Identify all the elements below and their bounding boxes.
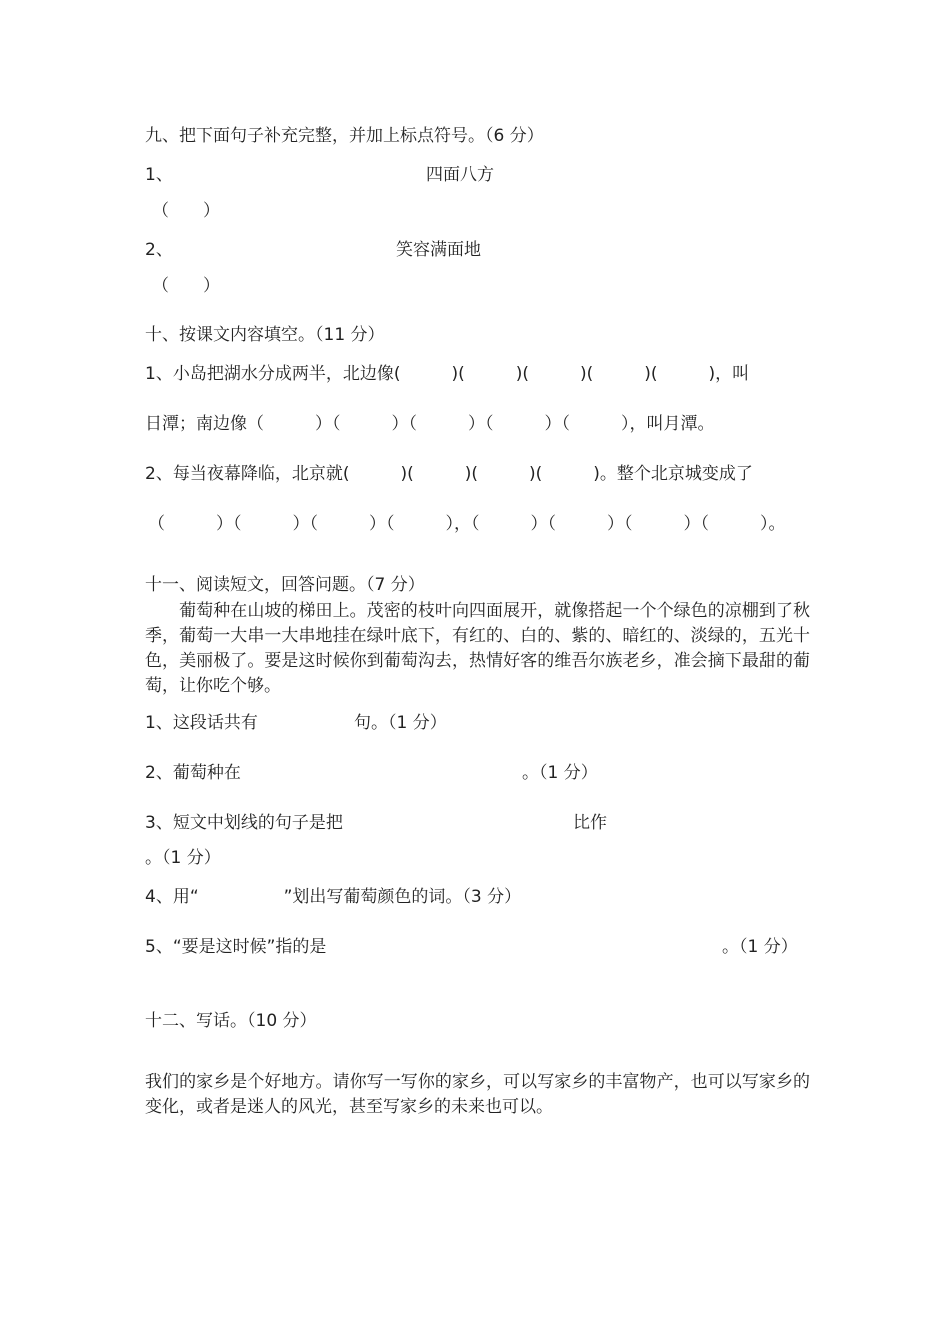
section-12-heading: 十二、写话。（10 分） bbox=[145, 1011, 317, 1031]
s11-passage: 葡萄种在山坡的梯田上。茂密的枝叶向四面展开，就像搭起一个个绿色的凉棚到了秋季，葡萄一大串一大串地挂在绿叶底下，有红的、白的、紫的、暗红的、淡绿的，五光十色，美丽极了。要是这时候你到葡萄沟去，热情好客的维吾尔族老乡，准会摘下最甜的葡萄，让你吃个够。 bbox=[145, 601, 810, 696]
section-9-heading: 九、把下面句子补充完整，并加上标点符号。（6 分） bbox=[145, 126, 544, 146]
s10-line-4: （ ）（ ）（ ）（ ），（ ）（ ）（ ）（ ）。 bbox=[148, 514, 786, 534]
s9-q2-paren: （ ） bbox=[152, 276, 220, 296]
s11-q2-text: 2、葡萄种在 bbox=[145, 763, 241, 783]
s9-q1-paren: （ ） bbox=[152, 201, 220, 221]
s11-q1-score: 句。（1 分） bbox=[354, 713, 447, 733]
s11-q4-text: 4、用“ ”划出写葡萄颜色的词。（3 分） bbox=[145, 887, 522, 907]
s9-q1-phrase: 四面八方 bbox=[426, 165, 494, 185]
s9-q2-number: 2、 bbox=[145, 240, 173, 260]
s11-q5-text: 5、“要是这时候”指的是 bbox=[145, 937, 327, 957]
section-11-heading: 十一、阅读短文，回答问题。（7 分） bbox=[145, 575, 425, 595]
s10-line-2: 日潭；南边像（ ）（ ）（ ）（ ）（ ），叫月潭。 bbox=[145, 414, 715, 434]
s10-line-3: 2、每当夜幕降临，北京就( )( )( )( )。整个北京城变成了 bbox=[145, 464, 753, 484]
s11-q2-score: 。（1 分） bbox=[522, 763, 598, 783]
s10-line-1: 1、小岛把湖水分成两半，北边像( )( )( )( )( )，叫 bbox=[145, 364, 750, 384]
s11-q3-compare: 比作 bbox=[573, 813, 607, 833]
s12-prompt: 我们的家乡是个好地方。请你写一写你的家乡，可以写家乡的丰富物产，也可以写家乡的变化，或者是迷人的风光，甚至写家乡的未来也可以。 bbox=[145, 1072, 810, 1117]
s11-q5-score: 。（1 分） bbox=[722, 937, 798, 957]
s11-q3-text: 3、短文中划线的句子是把 bbox=[145, 813, 343, 833]
s9-q2-phrase: 笑容满面地 bbox=[396, 240, 481, 260]
s9-q1-number: 1、 bbox=[145, 165, 173, 185]
s11-q1-text: 1、这段话共有 bbox=[145, 713, 258, 733]
s11-q3-score: 。（1 分） bbox=[145, 848, 221, 868]
section-10-heading: 十、按课文内容填空。（11 分） bbox=[145, 325, 385, 345]
